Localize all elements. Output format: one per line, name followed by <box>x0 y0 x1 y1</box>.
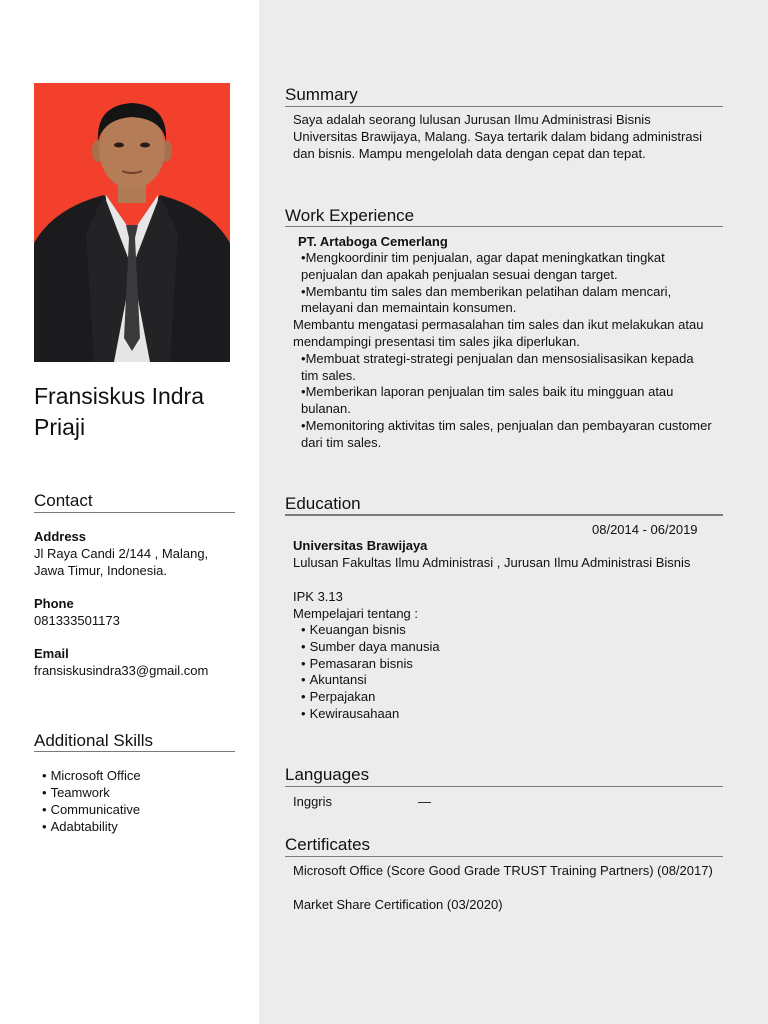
summary-text: Saya adalah seorang lulusan Jurusan Ilmu Administrasi Bisnis Universitas Brawijaya, Malang. Saya tertarik dalam bidang administrasi dan bisnis. Mampu mengelolah data dengan cepat dan tepat. <box>293 112 702 161</box>
job-duties <box>293 250 713 452</box>
certificates-divider <box>285 856 723 857</box>
duty-item: • Mengkoordinir tim penjualan, agar dapat meningkatkan tingkat penjualan dan apakah penjualan sesuai dengan target. <box>293 250 713 284</box>
subject-item: • Keuangan bisnis <box>301 622 440 639</box>
summary-divider <box>285 106 723 107</box>
languages-heading: Languages <box>285 765 370 784</box>
skill-item: • Adabtability <box>42 818 141 835</box>
phone-label: Phone <box>34 596 74 611</box>
subject-item: • Pemasaran bisnis <box>301 656 440 673</box>
subject-item: • Perpajakan <box>301 689 440 706</box>
phone-value: 081333501173 <box>34 613 120 628</box>
skills-heading: Additional Skills <box>34 731 154 750</box>
education-divider <box>285 514 723 516</box>
skill-item: • Microsoft Office <box>42 767 141 784</box>
gpa-text: IPK 3.13 <box>293 589 343 604</box>
studied-label: Mempelajari tentang : <box>293 606 419 621</box>
degree-text: Lulusan Fakultas Ilmu Administrasi , Jurusan Ilmu Administrasi Bisnis <box>293 555 691 570</box>
subject-item: • Sumber daya manusia <box>301 639 440 656</box>
language-level: — <box>418 794 431 809</box>
skill-item: • Communicative <box>42 801 141 818</box>
skills-list <box>42 767 141 835</box>
person-portrait-icon <box>34 83 230 362</box>
language-name: Inggris <box>293 794 333 809</box>
subject-item: • Akuntansi <box>301 672 440 689</box>
skill-item: • Teamwork <box>42 784 141 801</box>
contact-divider <box>34 512 235 513</box>
education-heading: Education <box>285 494 361 513</box>
education-dates: 08/2014 - 06/2019 <box>592 522 698 537</box>
address-value: Jl Raya Candi 2/144 , Malang, Jawa Timur, Indonesia. <box>34 546 209 578</box>
school-name: Universitas Brawijaya <box>293 538 428 553</box>
work-heading: Work Experience <box>285 206 415 225</box>
certificates-heading: Certificates <box>285 835 371 854</box>
duty-item: Membantu mengatasi permasalahan tim sales dan ikut melakukan atau mendampingi presentasi tim sales jika diperlukan. <box>293 317 704 349</box>
company-name: PT. Artaboga Cemerlang <box>298 234 448 249</box>
certificate-item: Market Share Certification (03/2020) <box>293 897 503 912</box>
person-name: Fransiskus Indra Priaji <box>34 383 205 440</box>
duty-item: • Membuat strategi-strategi penjualan dan mensosialisasikan kepada tim sales. <box>293 351 713 385</box>
email-value: fransiskusindra33@gmail.com <box>34 663 209 678</box>
duty-item: • Memonitoring aktivitas tim sales, penjualan dan pembayaran customer dari tim sales. <box>293 418 713 452</box>
address-label: Address <box>34 529 87 544</box>
duty-item: • Membantu tim sales dan memberikan pelatihan dalam mencari, melayani dan memaintain konsumen. <box>293 284 713 318</box>
skills-divider <box>34 751 235 752</box>
duty-item: • Memberikan laporan penjualan tim sales baik itu mingguan atau bulanan. <box>293 384 713 418</box>
contact-heading: Contact <box>34 491 93 510</box>
email-label: Email <box>34 646 69 661</box>
work-divider <box>285 226 723 227</box>
subject-item: • Kewirausahaan <box>301 706 440 723</box>
profile-photo <box>34 83 230 362</box>
subjects-list <box>301 622 440 723</box>
summary-heading: Summary <box>285 85 358 104</box>
languages-divider <box>285 786 723 787</box>
certificate-item: Microsoft Office (Score Good Grade TRUST Training Partners) (08/2017) <box>293 863 713 878</box>
